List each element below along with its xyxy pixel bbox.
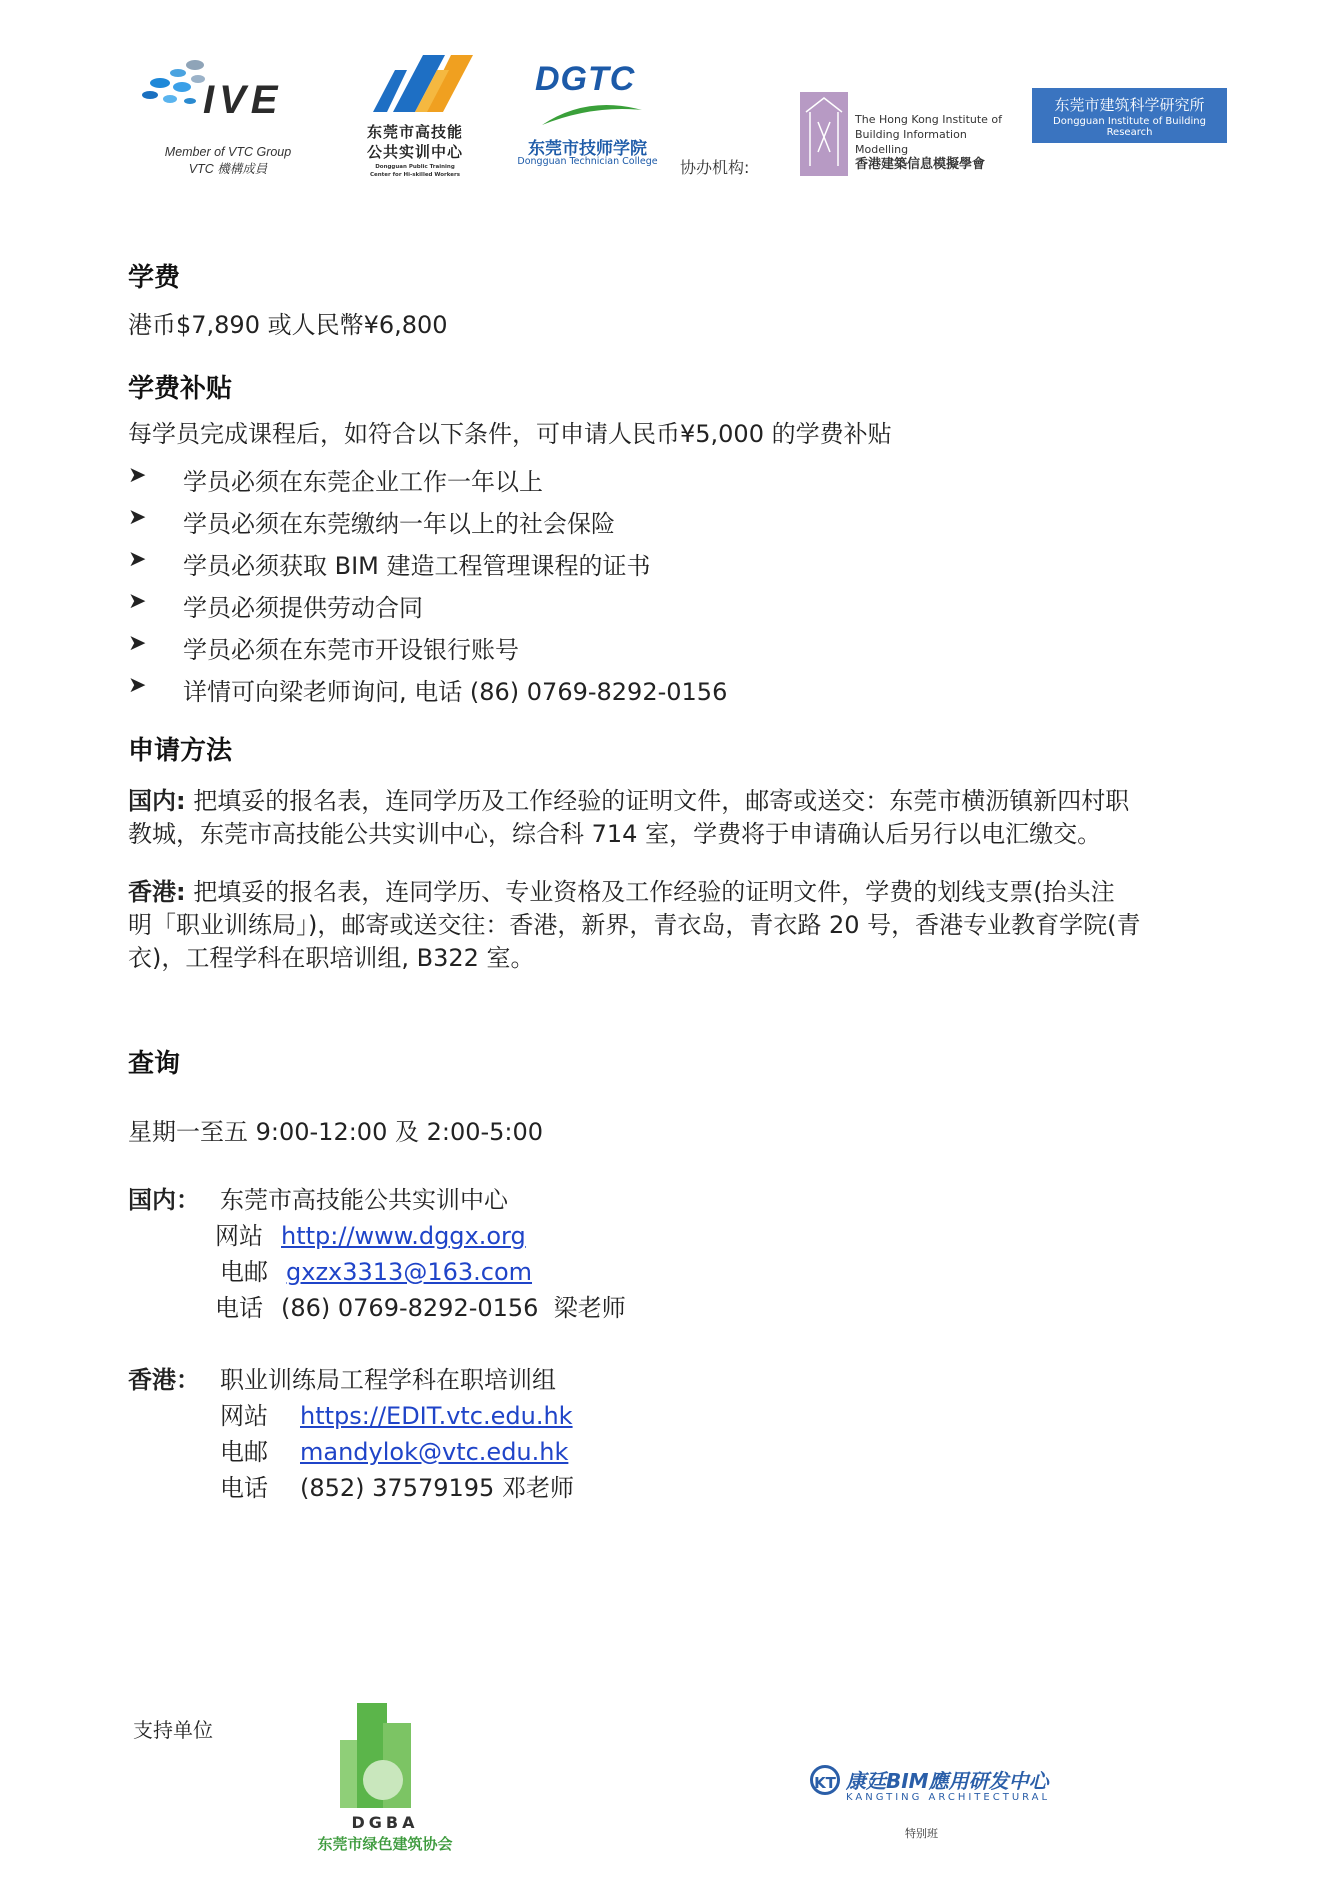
- mainland-org: 东莞市高技能公共实训中心: [220, 1186, 508, 1214]
- office-hours: 星期一至五 9:00-12:00 及 2:00-5:00: [128, 1118, 544, 1146]
- supporters-label: 支持单位: [133, 1718, 213, 1742]
- mainland-email-label: 电邮: [220, 1258, 268, 1286]
- mainland-phone: (86) 0769-8292-0156 梁老师: [281, 1294, 626, 1322]
- ive-dots-icon: [140, 57, 210, 112]
- hkibim-name: The Hong Kong Institute of Building Information Modelling 香港建築信息模擬學會: [855, 113, 1003, 172]
- arrow-bullet-icon: ➤: [128, 673, 147, 698]
- subsidy-bullet: ➤ 学员必须在东莞企业工作一年以上: [128, 463, 543, 496]
- kangting-sub: 特别班: [905, 1827, 938, 1840]
- application-hk-paragraph: 香港: 把填妥的报名表，连同学历、专业资格及工作经验的证明文件，学费的划线支票(抬头注 明「职业训练局」)，邮寄或送交往：香港，新界，青衣岛，青衣路 20 号，香港专业教育学院(青 衣)，工程学科在职培训组, B322 室。: [128, 878, 1141, 972]
- tuition-text: 港币$7,890 或人民幣¥6,800: [128, 311, 448, 339]
- hk-email-link[interactable]: mandylok@vtc.edu.hk: [300, 1438, 569, 1466]
- application-heading: 申请方法: [128, 736, 233, 766]
- kangting-emblem-icon: KT: [810, 1765, 840, 1795]
- mainland-phone-label: 电话: [215, 1294, 263, 1322]
- mainland-website-link[interactable]: http://www.dggx.org: [281, 1222, 526, 1250]
- hk-contact: [128, 1362, 828, 1506]
- dibr-logo: [1032, 88, 1227, 143]
- mainland-contact-label: 国内：: [128, 1186, 200, 1214]
- mainland-contact: [128, 1182, 828, 1326]
- dgtc-swoosh-icon: [537, 100, 647, 130]
- enquiry-heading: 查询: [128, 1049, 181, 1079]
- arrow-bullet-icon: ➤: [128, 589, 147, 614]
- dgba-abbr: DGBA: [351, 1813, 419, 1832]
- ive-member-text: Member of VTC Group VTC 機構成員: [164, 145, 292, 176]
- tree-icon: [363, 1760, 403, 1800]
- kangting-en-name: KANGTING ARCHITECTURAL: [846, 1792, 1051, 1803]
- dgptc-logo: [340, 50, 485, 185]
- subsidy-bullet: ➤ 学员必须获取 BIM 建造工程管理课程的证书: [128, 547, 651, 580]
- hk-website-link[interactable]: https://EDIT.vtc.edu.hk: [300, 1402, 573, 1430]
- hkibim-logo: [800, 92, 1015, 182]
- hk-contact-label: 香港：: [128, 1366, 200, 1394]
- dgtc-wordmark: DGTC: [535, 60, 636, 98]
- dgptc-cn-name: 东莞市高技能 公共实训中心: [366, 123, 463, 161]
- subsidy-bullet: ➤ 学员必须在东莞市开设银行账号: [128, 631, 519, 664]
- hk-org: 职业训练局工程学科在职培训组: [220, 1366, 556, 1394]
- co-organizer-label: 协办机构:: [680, 158, 750, 177]
- hkibim-emblem-icon: [800, 92, 848, 176]
- ive-wordmark: IVE: [203, 78, 283, 122]
- dgptc-emblem-icon: [365, 50, 475, 118]
- subsidy-heading: 学费补贴: [128, 374, 233, 404]
- arrow-bullet-icon: ➤: [128, 463, 147, 488]
- application-mainland-paragraph: 国内: 把填妥的报名表，连同学历及工作经验的证明文件，邮寄或送交：东莞市横沥镇新四村职 教城，东莞市高技能公共实训中心，综合科 714 室，学费将于申请确认后另行以电汇缴交。: [128, 787, 1130, 848]
- dgba-cn-name: 东莞市绿色建筑协会: [317, 1835, 453, 1853]
- kangting-logo: [810, 1765, 1070, 1840]
- subsidy-intro: 每学员完成课程后，如符合以下条件，可申请人民币¥5,000 的学费补贴: [128, 420, 892, 448]
- arrow-bullet-icon: ➤: [128, 547, 147, 572]
- mainland-email-link[interactable]: gxzx3313@163.com: [286, 1258, 533, 1286]
- mainland-web-label: 网站: [215, 1222, 263, 1250]
- ive-logo: [135, 52, 305, 182]
- subsidy-bullet: ➤ 学员必须在东莞缴纳一年以上的社会保险: [128, 505, 615, 538]
- arrow-bullet-icon: ➤: [128, 505, 147, 530]
- dgptc-en-name: Dongguan Public Training Center for Hi-skilled Workers: [370, 164, 460, 178]
- dgba-logo: [305, 1695, 465, 1860]
- dgtc-logo: [505, 58, 670, 178]
- hk-phone: (852) 37579195 邓老师: [300, 1474, 574, 1502]
- hk-phone-label: 电话: [220, 1474, 268, 1502]
- arrow-bullet-icon: ➤: [128, 631, 147, 656]
- hk-web-label: 网站: [220, 1402, 268, 1430]
- dibr-en-name: Dongguan Institute of Building Research: [1053, 116, 1206, 138]
- subsidy-bullet: ➤ 学员必须提供劳动合同: [128, 589, 423, 622]
- hk-email-label: 电邮: [220, 1438, 268, 1466]
- hk-label: 香港:: [128, 878, 186, 906]
- dgtc-cn-name: 东莞市技师学院: [528, 139, 647, 159]
- mainland-label: 国内:: [128, 787, 186, 815]
- tuition-heading: 学费: [128, 263, 181, 293]
- dgtc-en-name: Dongguan Technician College: [517, 156, 658, 167]
- dibr-cn-name: 东莞市建筑科学研究所: [1054, 96, 1205, 114]
- subsidy-bullet: ➤ 详情可向梁老师询问, 电话 (86) 0769-8292-0156: [128, 673, 728, 706]
- kangting-cn-name: 康廷BIM應用研发中心: [846, 1769, 1049, 1793]
